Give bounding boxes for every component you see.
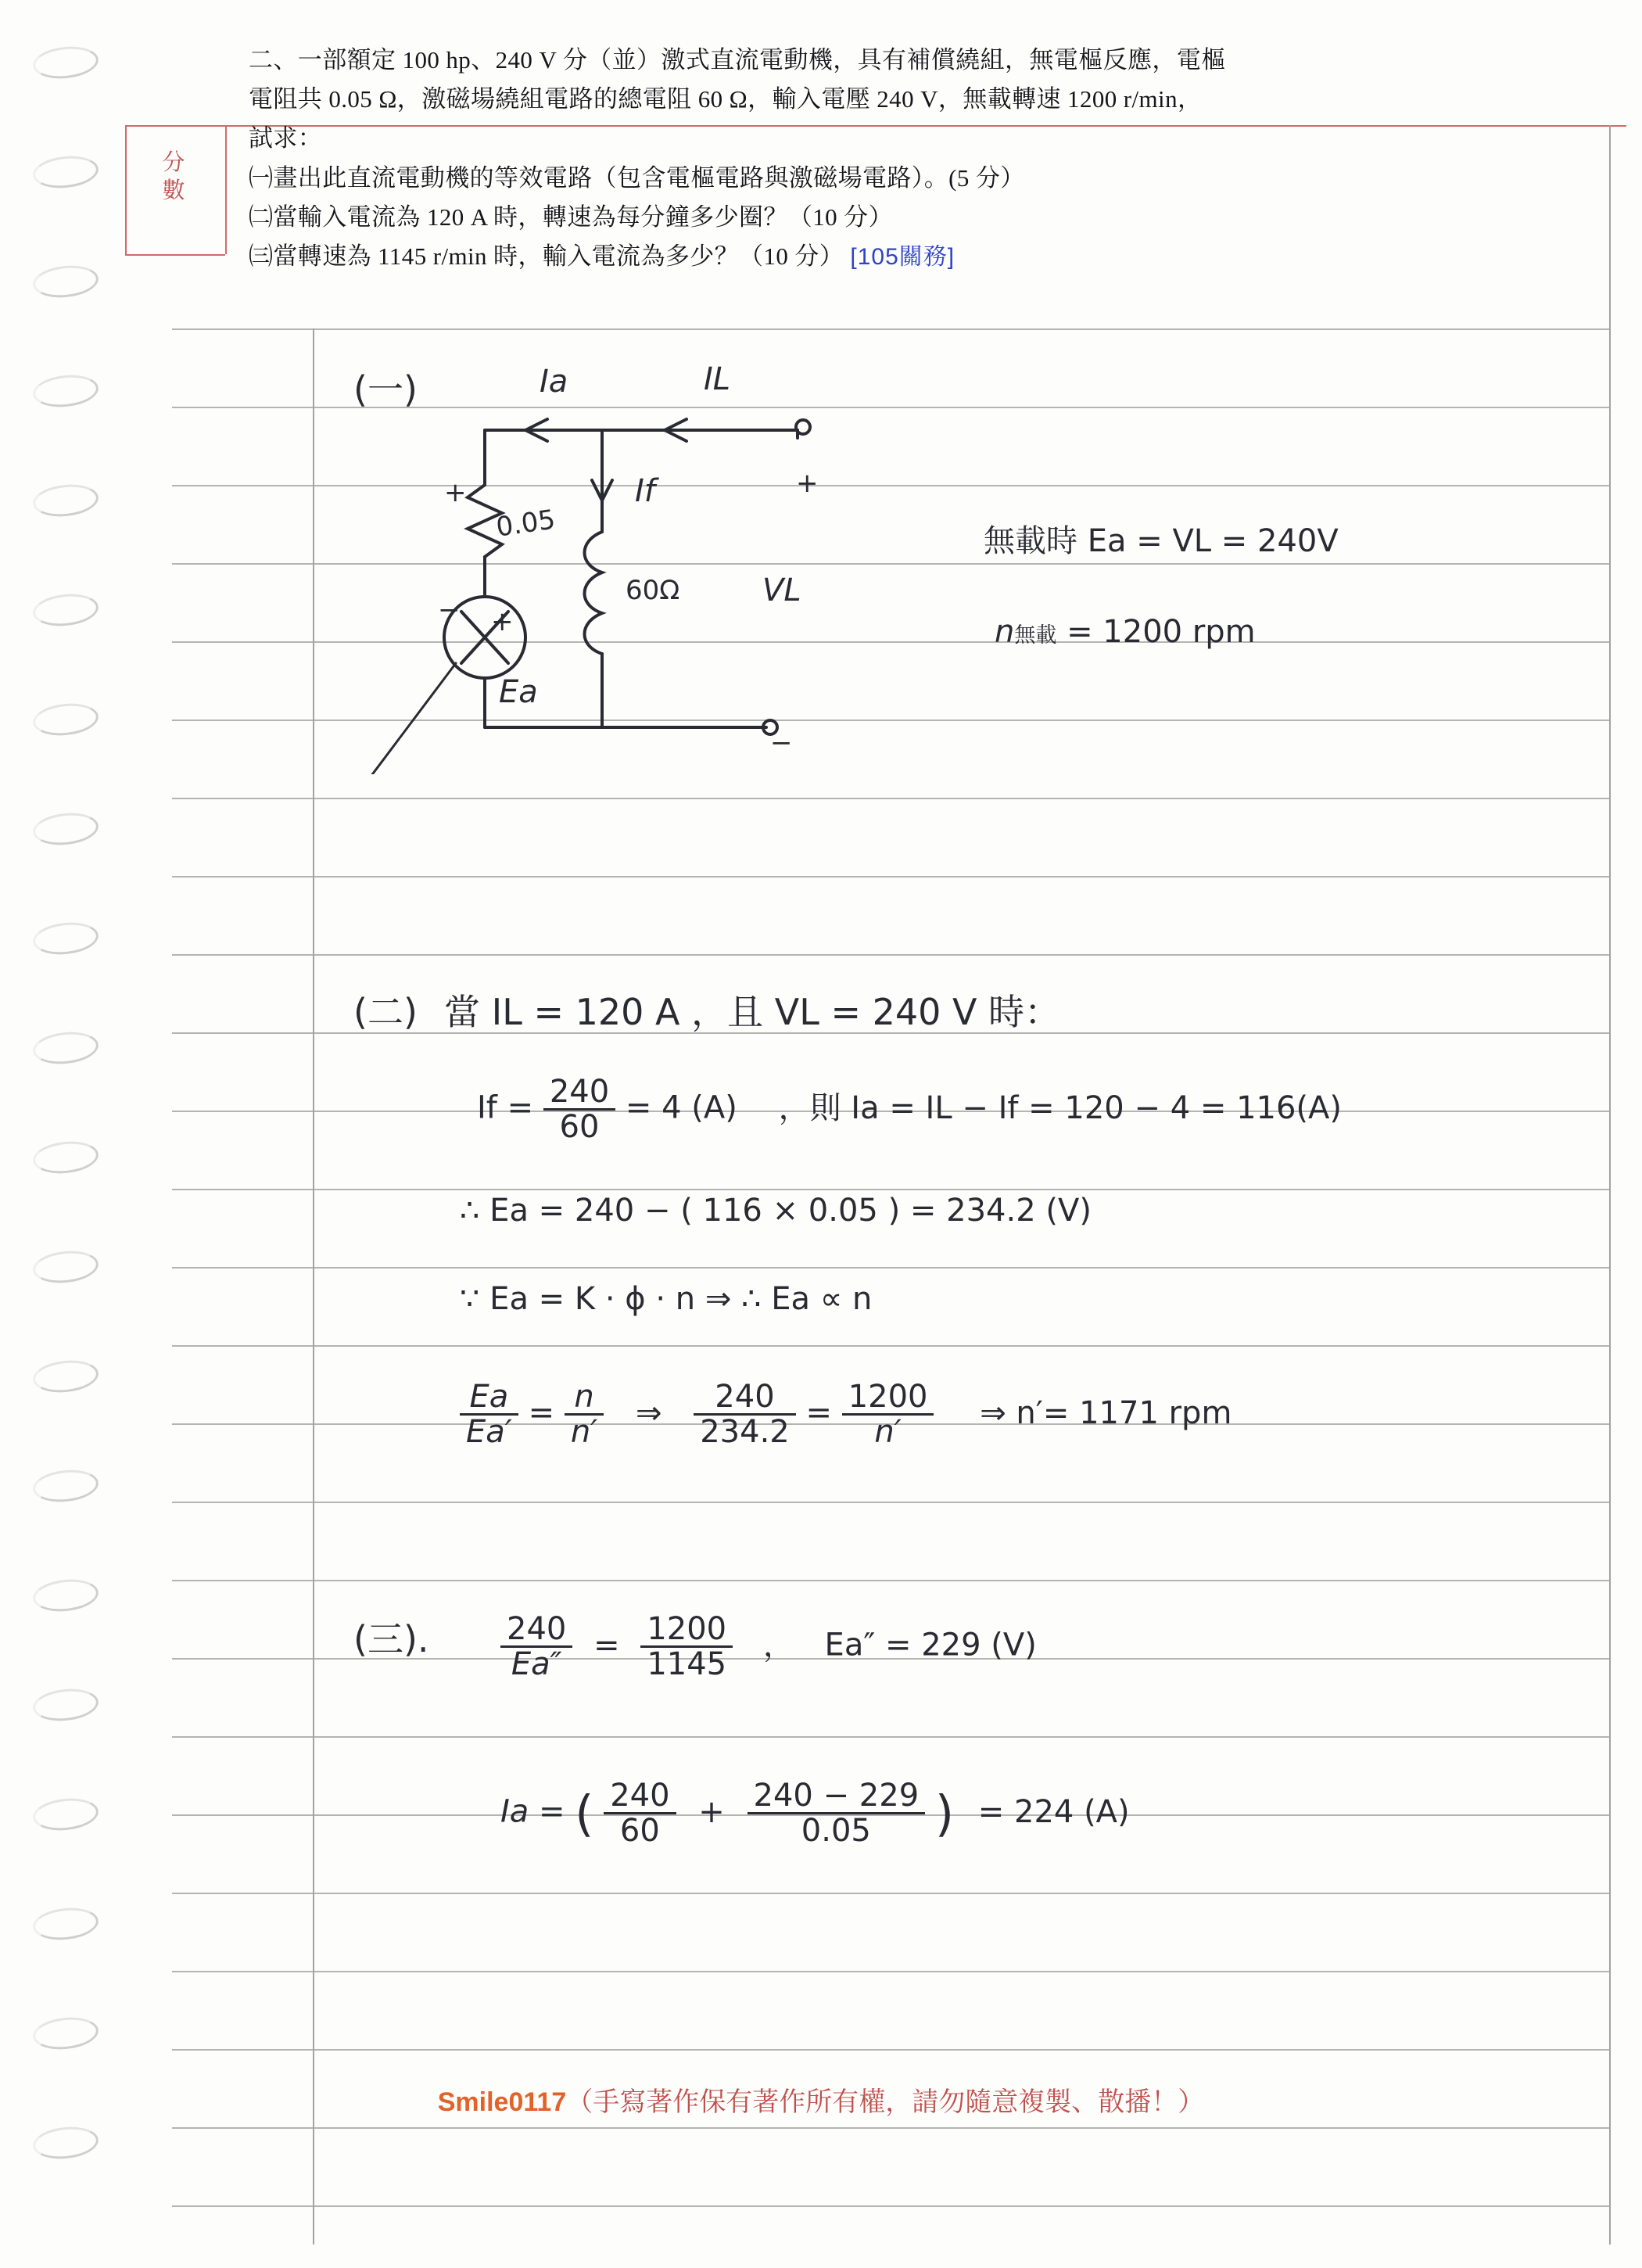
ia-derivation: ，則 Ia = IL − If = 120 − 4 = 116(A) [778,1089,1343,1126]
ratio-n-fraction [565,1380,604,1448]
ruled-line [172,1580,1611,1581]
spiral-hole [31,810,100,849]
question-line-1: 二、一部額定 100 hp、240 V 分（並）激式直流電動機，具有補償繞組，無電樞反應，電樞 [249,46,1226,74]
part3-ea-result: Ea″ = 229 (V) [824,1627,1037,1663]
exam-source-stamp: [105關務] [850,244,955,271]
part2-ratio-equation [460,1380,1232,1448]
label-If: If [635,473,655,509]
ratio-values-fraction-2 [842,1380,934,1448]
spiral-hole [31,591,100,630]
label-field-resistance: 60Ω [626,575,680,606]
part3-comma: ， [762,1627,794,1663]
spiral-hole [31,1796,100,1834]
ruled-line [172,1502,1611,1503]
ruled-line [172,1267,1611,1269]
polarity-minus-mid: − [491,712,514,743]
spiral-hole [31,1577,100,1615]
spiral-hole [31,482,100,520]
ratio-values-den-1: 234.2 [694,1413,796,1448]
part3-frac2-den: 1145 [640,1645,733,1681]
part3-frac2-num: 1200 [647,1611,727,1647]
label-Ia: Ia [540,364,568,400]
if-result: = 4 (A) [625,1089,737,1126]
question-line-6-text: ㈢當轉速為 1145 r/min 時，輸入電流為多少？（10 分） [249,242,844,271]
if-denominator: 60 [543,1108,615,1143]
part2-marker: (二) [353,991,418,1033]
ratio-ea-num: Ea [469,1379,509,1415]
note-n-subscript: 無載 [1014,623,1057,648]
part3-marker: (三). [353,1618,429,1660]
part3-ea-equation [500,1613,1037,1681]
spiral-hole [31,2124,100,2162]
question-line-3: 試求： [249,124,323,153]
part2-result: ⇒ n′= 1171 rpm [980,1394,1232,1431]
equivalent-circuit-diagram [328,336,907,774]
note-no-load-ea: 無載時 Ea = VL = 240V [984,523,1339,559]
spiral-hole [31,1358,100,1396]
part2-ea-equation: ∴ Ea = 240 − ( 116 × 0.05 ) = 234.2 (V) [460,1193,1092,1229]
ruled-line [172,1189,1611,1190]
ratio-equals-1: = [528,1394,555,1431]
part2-given-line: 當 IL = 120 A ，且 VL = 240 V 時： [444,991,1061,1033]
ratio-ea-den: Ea′ [460,1413,518,1448]
question-line-2: 電阻共 0.05 Ω，激磁場繞組電路的總電阻 60 Ω，輸入電壓 240 V，無載轉速 1200 r/min， [249,85,1203,113]
copyright-note: （手寫著作保有著作所有權，請勿隨意複製、散播！） [566,2088,1205,2117]
part3-paren-close: ) [934,1785,955,1843]
polarity-plus-mid: + [491,606,514,637]
spiral-hole [31,1905,100,1943]
part3-fraction-3 [604,1779,676,1847]
terminal-positive [796,420,810,434]
spiral-hole [31,263,100,301]
spiral-hole [31,1248,100,1287]
part2-proportional-line: ∵ Ea = K · ϕ · n ⇒ ∴ Ea ∝ n [460,1281,873,1317]
if-label: If = [477,1089,534,1126]
score-box [138,149,210,206]
if-fraction [543,1075,615,1143]
part3-fraction-4 [748,1779,926,1847]
part3-fraction-1 [500,1613,572,1681]
polarity-plus-source: + [796,468,819,499]
ruled-line [172,1736,1611,1738]
question-line-6 [249,237,1578,277]
score-box-left-line [125,125,127,254]
ratio-values-num-1: 240 [715,1379,775,1415]
part1-marker: (一) [353,368,418,411]
label-armature-resistance: 0.05 [494,504,557,544]
question-line-4: ㈠畫出此直流電動機的等效電路（包含電樞電路與激磁場電路）。(5 分） [249,163,1025,192]
ratio-n-num: n [574,1379,594,1415]
ruled-line [172,2049,1611,2051]
spiral-hole [31,1686,100,1724]
part3-ia-label: Ia = [500,1793,565,1830]
spiral-hole [31,44,100,82]
note-no-load-speed [995,614,1256,650]
score-box-bottom-line [125,254,225,256]
if-numerator: 240 [549,1074,610,1110]
question-block [249,41,1578,277]
ratio-equals-2: = [805,1394,832,1431]
polarity-plus-armature: + [444,477,467,508]
polarity-minus-source: − [770,727,793,759]
ratio-values-fraction-1 [694,1380,796,1448]
ruled-line [172,1345,1611,1347]
ruled-line [172,876,1611,877]
ruled-line [172,954,1611,956]
ratio-values-den-2: n′ [842,1413,934,1448]
note-n-symbol: n [995,614,1015,650]
part3-frac4-num: 240 − 229 [753,1778,920,1814]
author-name: Smile0117 [437,2087,567,2117]
part3-fraction-2 [640,1613,733,1681]
part2-if-equation [477,1075,1342,1143]
ratio-values-num-2: 1200 [848,1379,928,1415]
score-label-2: 數 [162,178,185,204]
part3-equals-1: = [593,1627,620,1663]
spiral-hole [31,701,100,739]
spiral-hole [31,1029,100,1068]
ratio-n-den: n′ [565,1413,604,1448]
part3-result: = 224 (A) [977,1793,1130,1830]
question-line-5: ㈡當輸入電流為 120 A 時，轉速為每分鐘多少圈？（10 分） [249,203,893,231]
part3-frac3-num: 240 [610,1778,670,1814]
part3-frac4-den: 0.05 [748,1812,926,1847]
note-n-value: = 1200 rpm [1067,614,1256,650]
content-frame-left [313,328,314,2245]
ruled-line [172,1971,1611,1972]
copyright-credit [0,2080,1642,2119]
ratio-arrow: ⇒ [635,1394,662,1431]
content-frame-right [1609,125,1611,2245]
spiral-hole [31,372,100,411]
spiral-hole [31,2015,100,2053]
score-label-1: 分 [162,150,185,175]
part3-plus: + [698,1793,725,1830]
ruled-line [172,2127,1611,2129]
ratio-ea-fraction [460,1380,518,1448]
spiral-hole [31,920,100,958]
part3-paren-open: ( [575,1785,594,1843]
spiral-hole [31,1467,100,1505]
label-VL: VL [762,572,801,608]
ruled-line [172,1893,1611,1894]
label-Ea: Ea [499,674,538,710]
part3-ia-equation [500,1779,1130,1847]
part3-frac1-num: 240 [507,1611,567,1647]
spiral-hole [31,153,100,192]
label-IL: IL [704,361,731,397]
ruled-line [172,328,1611,330]
ruled-line [172,2205,1611,2207]
part3-frac3-den: 60 [604,1812,676,1847]
part3-frac1-den: Ea″ [500,1645,572,1681]
spiral-hole [31,1139,100,1177]
polarity-minus-armature: − [438,594,461,626]
ruled-line [172,798,1611,799]
score-box-right-line [225,125,227,254]
